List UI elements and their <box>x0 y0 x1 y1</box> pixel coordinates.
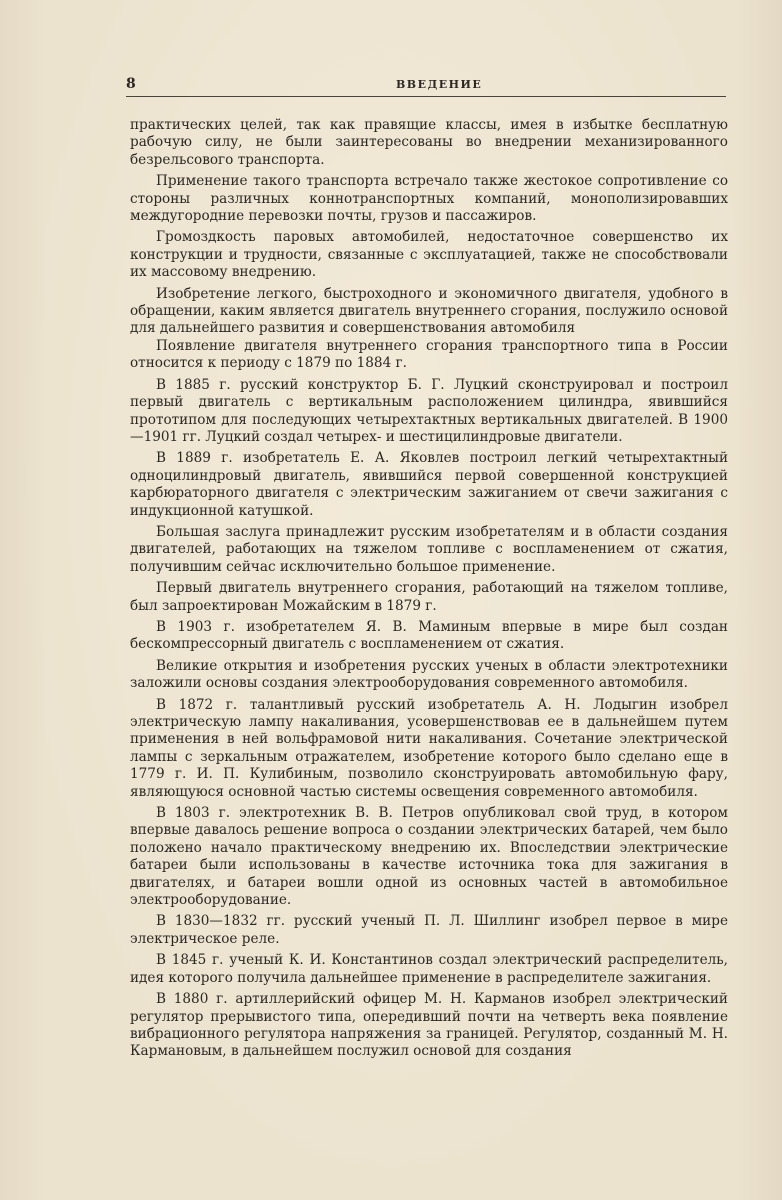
paragraph: Громоздкость паровых автомобилей, недостаточное совершенство их конструкции и трудности, связанные с эксплуатацией, также не способствовали их массовому внедрению. <box>130 229 728 281</box>
paragraph: В 1880 г. артиллерийский офицер М. Н. Карманов изобрел электрический регулятор прерывистого типа, опередивший почти на четверть века появление вибрационного регулятора напряжения за границей. Регулятор, созданный М. Н. Кармановым, в дальнейшем послужил основой для создания <box>130 991 728 1060</box>
paragraph: Большая заслуга принадлежит русским изобретателям и в области создания двигателей, работающих на тяжелом топливе с воспламенением от сжатия, получившим сейчас исключительно большое применение. <box>130 523 728 575</box>
paragraph: В 1885 г. русский конструктор Б. Г. Луцкий сконструировал и построил первый двигатель с вертикальным расположением цилиндра, явившийся прототипом для последующих четырехтактных вертикальных двигателей. В 1900—1901 гг. Луцкий создал четырех- и шестицилиндровые двигатели. <box>130 376 728 445</box>
paragraph: Применение такого транспорта встречало также жестокое сопротивление со стороны различных коннотранспортных компаний, монополизировавших междугородние перевозки почты, грузов и пассажиров. <box>130 173 728 225</box>
paragraph: В 1903 г. изобретателем Я. В. Маминым впервые в мире был создан бескомпрессорный двигатель с воспламенением от сжатия. <box>130 618 728 653</box>
paragraph: В 1872 г. талантливый русский изобретатель А. Н. Лодыгин изобрел электрическую лампу накаливания, усовершенствовав ее в дальнейшем путем применения в ней вольфрамовой нити накаливания. Сочетание электрической лампы с зеркальным отражателем, изобретение которого было сделано еще в 1779 г. И. П. Кулибиным, позволило сконструировать автомобильную фару, являющуюся основной частью системы освещения современного автомобиля. <box>130 696 728 800</box>
paragraph: В 1803 г. электротехник В. В. Петров опубликовал свой труд, в котором впервые давалось решение вопроса о создании электрических батарей, чем было положено начало практическому внедрению их. Впоследствии электрические батареи были использованы в качестве источника тока для зажигания в двигателях, и батареи вошли одной из основных частей в автомобильное электрооборудование. <box>130 805 728 909</box>
paragraph: В 1845 г. ученый К. И. Константинов создал электрический распределитель, идея которого получила дальнейшее применение в распределителе зажигания. <box>130 952 728 986</box>
running-head: ВВЕДЕНИЕ <box>396 78 483 91</box>
page-header <box>126 76 726 97</box>
paragraph: Великие открытия и изобретения русских ученых в области электротехники заложили основы создания электрооборудования современного автомобиля. <box>130 657 728 692</box>
paragraph: Появление двигателя внутреннего сгорания транспортного типа в России относится к периоду с 1879 по 1884 г. <box>130 337 728 372</box>
paragraph: В 1830—1832 гг. русский ученый П. Л. Шиллинг изобрел первое в мире электрическое реле. <box>130 913 728 947</box>
paragraph: Первый двигатель внутреннего сгорания, работающий на тяжелом топливе, был запроектирован Можайским в 1879 г. <box>130 580 728 614</box>
paragraph: Изобретение легкого, быстроходного и экономичного двигателя, удобного в обращении, каким является двигатель внутреннего сгорания, послужило основой для дальнейшего развития и совершенствования автомобиля <box>130 285 728 337</box>
page-number: 8 <box>126 76 136 92</box>
body-text <box>130 117 728 1061</box>
paragraph: практических целей, так как правящие классы, имея в избытке бесплатную рабочую силу, не были заинтересованы во внедрении механизированного безрельсового транспорта. <box>130 117 728 168</box>
paragraph: В 1889 г. изобретатель Е. А. Яковлев построил легкий четырехтактный одноцилиндровый двигатель, явившийся первой совершенной конструкцией карбюраторного двигателя с электрическим зажиганием от свечи зажигания с индукционной катушкой. <box>130 450 728 519</box>
